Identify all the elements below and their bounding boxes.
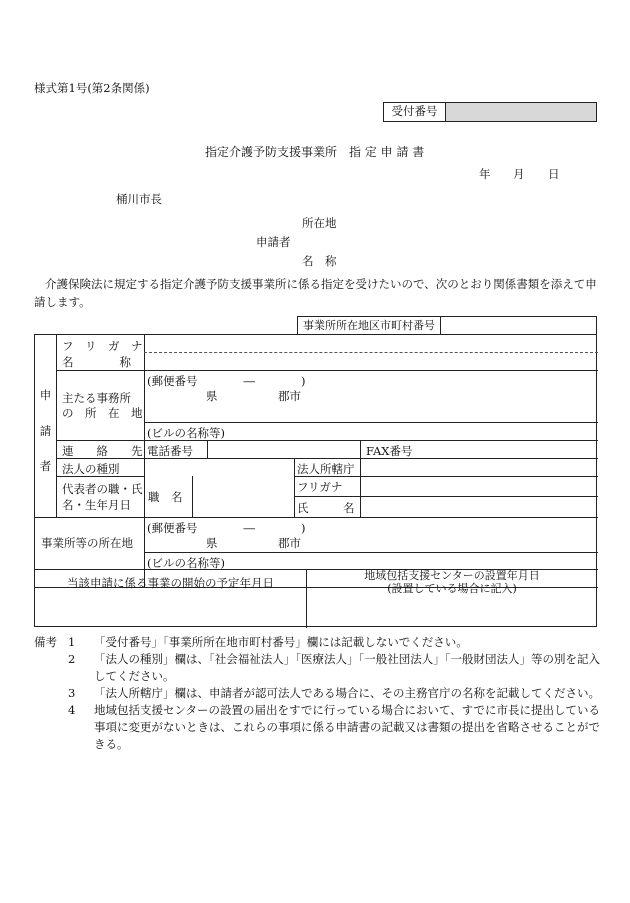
contact-label: 連 絡 先 [62, 444, 143, 458]
applicant-side-label: 申 請 者 [39, 388, 52, 473]
start-date-label: 当該申請に係る事業の開始の予定年月日 [67, 576, 274, 590]
job-title-label: 職 名 [148, 490, 183, 504]
start-date-field[interactable] [36, 588, 305, 627]
rep-name-field[interactable] [361, 497, 597, 516]
rep-furigana-field[interactable] [361, 477, 597, 495]
office-city-label: 郡市 [278, 536, 301, 550]
rep-name-label: 氏 名 [297, 501, 355, 515]
rep-label-1: 代表者の職・氏 [62, 482, 143, 496]
notes-heading: 備考 [34, 635, 57, 649]
receipt-number-label: 受付番号 [384, 103, 446, 121]
rep-furigana-label: フリガナ [297, 480, 343, 494]
page-title: 指定介護予防支援事業所 指 定 申 請 書 [205, 145, 425, 159]
applicant-address-label: 所在地 [302, 216, 337, 230]
office-building-label: (ビルの名称等) [147, 556, 225, 570]
jurisdiction-label: 法人所轄庁 [297, 462, 355, 476]
application-table [34, 316, 597, 627]
date-year: 年 [479, 167, 491, 181]
name-label: 名 称 [62, 355, 131, 369]
corp-type-label: 法人の種別 [62, 462, 120, 476]
jurisdiction-field[interactable] [361, 459, 597, 475]
applicant-grid [34, 334, 597, 627]
municipality-code-box [297, 316, 597, 334]
city-label: 郡市 [278, 389, 301, 403]
phone-field[interactable] [208, 441, 359, 457]
center-date-label: 地域包括支援センターの設置年月日 (設置している場合に記入) [364, 569, 540, 595]
furigana-field[interactable] [145, 336, 597, 351]
applicant-name-label: 名 称 [302, 254, 337, 268]
job-title-field[interactable] [193, 477, 293, 516]
receipt-number-field[interactable] [446, 103, 596, 121]
main-office-label-1: 主たる事務所 [62, 391, 131, 405]
name-field[interactable] [145, 353, 597, 369]
note-1: 「受付番号」「事業所所在地市町村番号」欄には記載しないでください。 [94, 635, 468, 649]
building-label: (ビルの名称等) [147, 426, 225, 440]
intro-text: 介護保険法に規定する指定介護予防支援事業所に係る指定を受けたいので、次のとおり関係書類を添えて申請します。 [34, 277, 597, 309]
note-2: 「法人の種別」欄は、「社会福祉法人」「医療法人」「一般社団法人」「一般財団法人」等の別を記入してください。 [94, 652, 600, 683]
receipt-number-box [383, 102, 597, 122]
phone-label: 電話番号 [147, 444, 193, 458]
note-4: 地域包括支援センターの設置の届出をすでに行っている場合において、すでに市長に提出している事項に変更がないときは、これらの事項に係る申請書の記載又は書類の提出を省略させることができる。 [94, 703, 600, 751]
office-prefecture-label: 県 [206, 536, 218, 550]
date-day: 日 [548, 167, 560, 181]
office-postal-label: (郵便番号 ― ) [147, 521, 306, 535]
center-date-field[interactable] [307, 588, 597, 627]
furigana-label: フ リ ガ ナ [62, 339, 143, 353]
form-number: 様式第1号(第2条関係) [34, 81, 150, 95]
office-location-label: 事業所等の所在地 [41, 536, 133, 550]
applicant-label: 申請者 [256, 235, 291, 249]
municipality-code-field[interactable] [441, 317, 596, 334]
fax-field[interactable] [415, 441, 597, 457]
addressee: 桶川市長 [116, 192, 162, 206]
prefecture-label: 県 [206, 389, 218, 403]
postal-label: (郵便番号 ― ) [147, 374, 306, 388]
date-month: 月 [513, 167, 525, 181]
note-3: 「法人所轄庁」欄は、申請者が認可法人である場合に、その主務官庁の名称を記載してください。 [94, 686, 600, 700]
corp-type-field[interactable] [145, 459, 293, 475]
fax-label: FAX番号 [366, 444, 413, 458]
main-office-label-2: の 所 在 地 [62, 406, 143, 420]
municipality-code-label: 事業所所在地区市町村番号 [298, 317, 441, 334]
notes-section: 備考 1 「受付番号」「事業所所在地市町村番号」欄には記載しないでください。 2 「法人の種別」欄は、「社会福祉法人」「医療法人」「一般社団法人」「一般財団法人」等の別を記入してください。 3 「法人所轄庁」欄は、申請者が認可法人である場合に、その主務官庁の名称を記載してください。 4 地域包括支援センターの設置の届出をすでに行っている場合において、すでに市長に提出している事項に変更がないときは、これらの事項に係る申請書の記載又は書類の提出を省略させることができる。 [34, 634, 604, 753]
rep-label-2: 名・生年月日 [62, 498, 131, 512]
